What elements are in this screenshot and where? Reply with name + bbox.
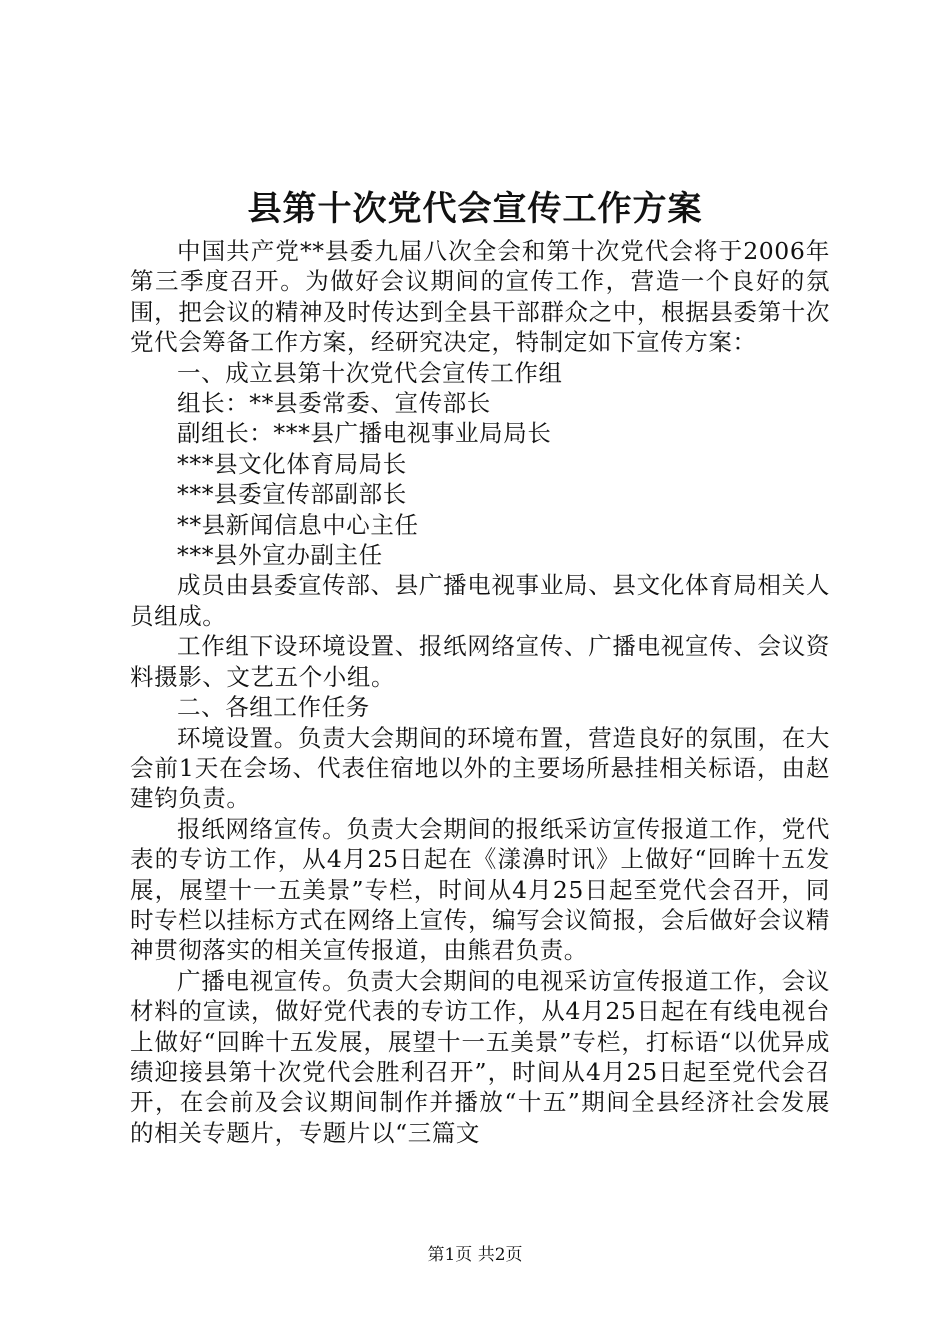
document-title: 县第十次党代会宣传工作方案 [247,189,703,229]
paragraph-member-propaganda-dept: ***县委宣传部副部长 [177,480,407,509]
paragraph-members: 成员由县委宣传部、县广播电视事业局、县文化体育局相关人员组成。 [130,571,830,630]
paragraph-intro: 中国共产党**县委九届八次全会和第十次党代会将于2006年第三季度召开。为做好会议期间的宣传工作，营造一个良好的氛围，把会议的精神及时传达到全县干部群众之中，根据县委第十次党代会筹备工作方案，经研究决定，特制定如下宣传方案： [130,237,830,357]
document-body [130,236,830,1148]
paragraph-section-two-heading: 二、各组工作任务 [177,693,370,722]
paragraph-deputy-leader: 副组长：***县广播电视事业局局长 [177,419,552,448]
paragraph-group-leader: 组长：**县委常委、宣传部长 [177,389,491,418]
paragraph-broadcast-tv: 广播电视宣传。负责大会期间的电视采访宣传报道工作，会议材料的宣读，做好党代表的专访工作，从4月25日起在有线电视台上做好“回眸十五发展，展望十一五美景”专栏，打标语“以优异成绩迎接县第十次党代会胜利召开”，时间从4月25日起至党代会召开，在会前及会议期间制作并播放“十五”期间全县经济社会发展的相关专题片，专题片以“三篇文 [130,966,830,1147]
paragraph-member-news-center: **县新闻信息中心主任 [177,510,419,539]
paragraph-member-external-office: ***县外宣办副主任 [177,541,383,570]
paragraph-member-culture-bureau: ***县文化体育局局长 [177,449,407,478]
paragraph-section-one-heading: 一、成立县第十次党代会宣传工作组 [177,358,563,387]
paragraph-newspaper-network: 报纸网络宣传。负责大会期间的报纸采访宣传报道工作，党代表的专访工作，从4月25日起在《漾濞时讯》上做好“回眸十五发展，展望十一五美景”专栏，时间从4月25日起至党代会召开，同时专栏以挂标方式在网络上宣传，编写会议简报，会后做好会议精神贯彻落实的相关宣传报道，由熊君负责。 [130,814,830,965]
page-number-footer: 第1页 共2页 [427,1245,523,1265]
paragraph-environment: 环境设置。负责大会期间的环境布置，营造良好的氛围，在大会前1天在会场、代表住宿地以外的主要场所悬挂相关标语，由赵建钧负责。 [130,723,830,813]
paragraph-subgroups: 工作组下设环境设置、报纸网络宣传、广播电视宣传、会议资料摄影、文艺五个小组。 [130,632,830,691]
